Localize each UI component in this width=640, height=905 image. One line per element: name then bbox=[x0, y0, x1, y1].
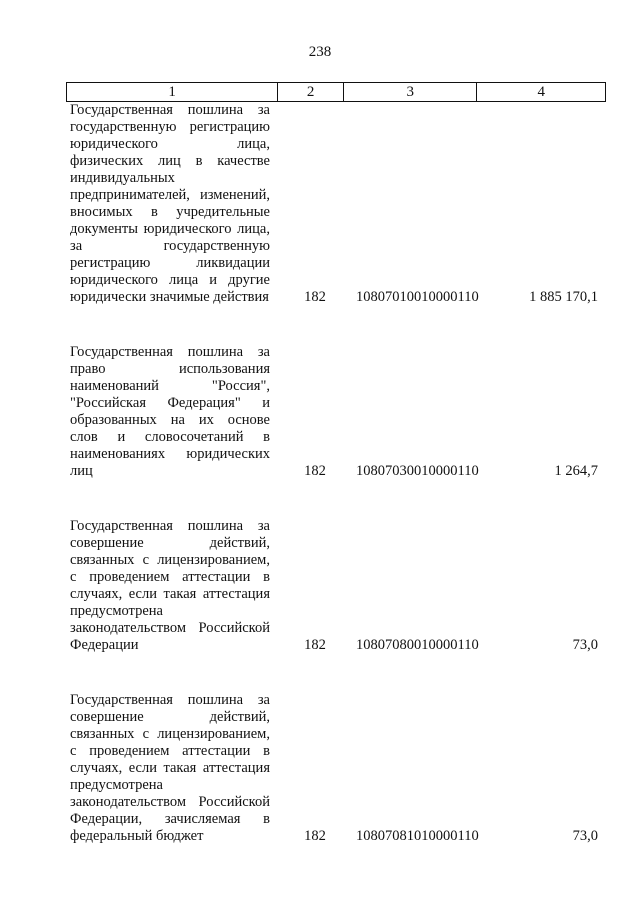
header-col-2: 2 bbox=[278, 83, 344, 101]
table-row bbox=[66, 692, 606, 845]
row-description: Государственная пошлина за совершение действий, связанных с лицензированием, с проведением аттестации в случаях, если такая аттестация предусмотрена законодательством Российской Федерации, зачисляемая в федеральный бюджет bbox=[70, 692, 270, 844]
row-amount: 1 885 170,1 bbox=[529, 289, 598, 305]
row-amount: 1 264,7 bbox=[554, 463, 598, 479]
row-kbk-code: 10807010010000110 bbox=[356, 289, 479, 305]
table-header-row bbox=[66, 82, 606, 102]
row-kbk-code: 10807081010000110 bbox=[356, 828, 479, 844]
row-description: Государственная пошлина за государственную регистрацию юридического лица, физических лиц в качестве индивидуальных предпринимателей, изменений, вносимых в учредительные документы юридического лица, за государственную регистрацию ликвидации юридического лица и другие юридически значимые действия bbox=[70, 102, 270, 305]
table-row bbox=[66, 344, 606, 480]
row-kbk-code: 10807030010000110 bbox=[356, 463, 479, 479]
row-description: Государственная пошлина за совершение действий, связанных с лицензированием, с проведением аттестации в случаях, если такая аттестация предусмотрена законодательством Российской Федерации bbox=[70, 518, 270, 653]
header-col-4: 4 bbox=[537, 84, 545, 100]
row-kbk-code: 10807080010000110 bbox=[356, 637, 479, 653]
table-row bbox=[66, 102, 606, 306]
row-amount: 73,0 bbox=[572, 828, 598, 844]
budget-table bbox=[66, 82, 606, 883]
table-row bbox=[66, 518, 606, 654]
row-admin-code: 182 bbox=[304, 289, 326, 305]
row-amount: 73,0 bbox=[572, 637, 598, 653]
header-col-3: 3 bbox=[344, 83, 478, 101]
page-number: 238 bbox=[308, 44, 332, 60]
header-col-1: 1 bbox=[67, 83, 278, 101]
row-description: Государственная пошлина за право использования наименований "Россия", "Российская Федерация" и образованных на их основе слов и словосочетаний в наименованиях юридических лиц bbox=[70, 344, 270, 479]
row-admin-code: 182 bbox=[304, 828, 326, 844]
row-admin-code: 182 bbox=[304, 463, 326, 479]
row-admin-code: 182 bbox=[304, 637, 326, 653]
